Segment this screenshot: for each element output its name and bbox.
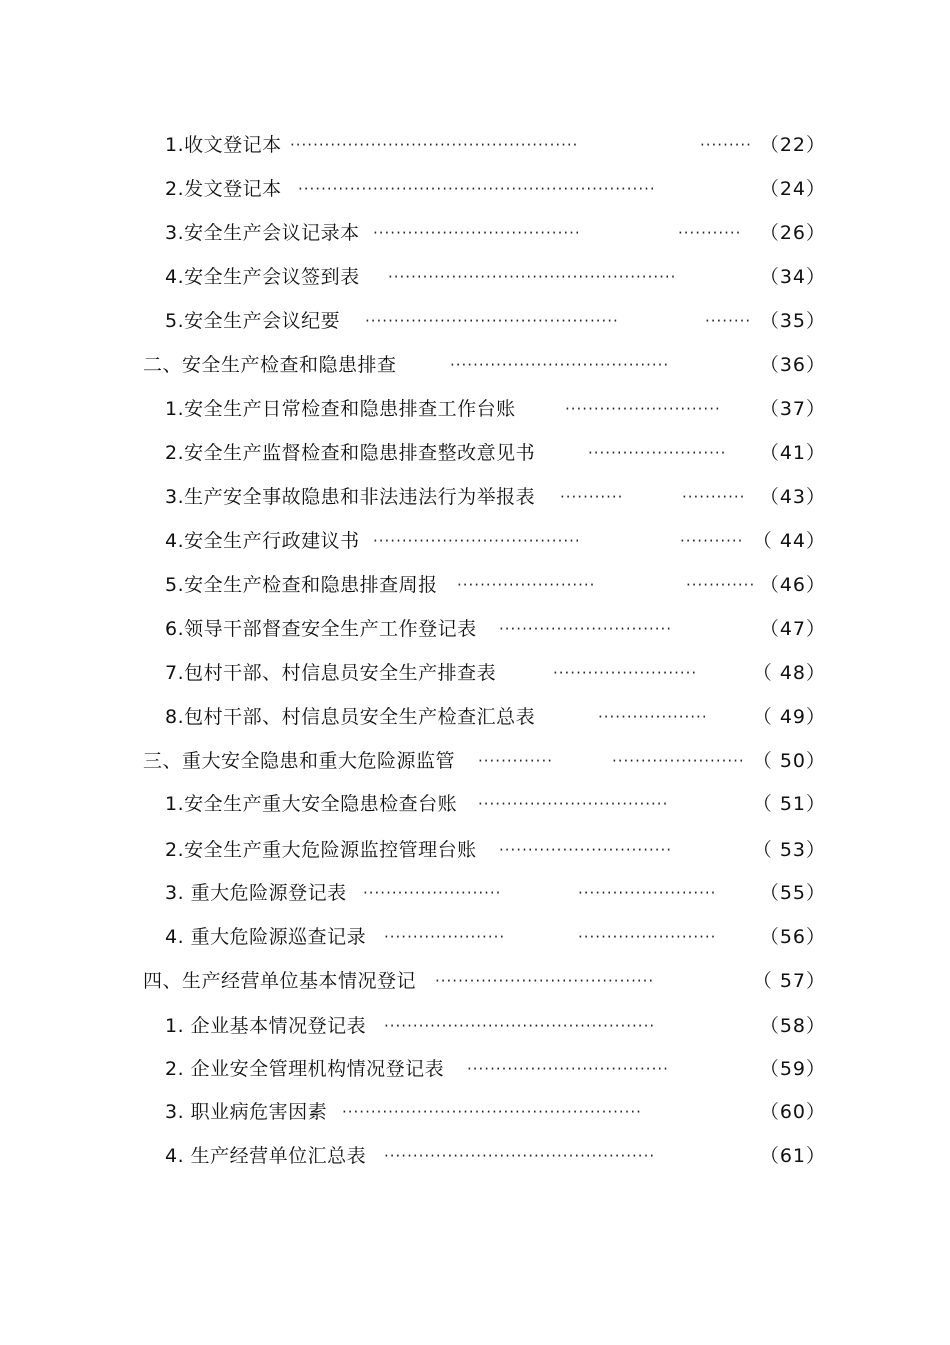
toc-leader-dots: ···········: [678, 224, 742, 242]
toc-entry-title: 6.领导干部督查安全生产工作登记表: [165, 618, 477, 640]
toc-entry: [0, 834, 950, 866]
toc-entry-page: （34）: [759, 266, 826, 288]
toc-entry: [0, 788, 950, 820]
toc-entry-title: 3.安全生产会议记录本: [165, 222, 360, 244]
toc-entry-page: （58）: [759, 1015, 826, 1037]
toc-entry-page: （59）: [759, 1058, 826, 1080]
toc-entry-page: （46）: [759, 574, 826, 596]
toc-entry-page: （41）: [759, 442, 826, 464]
toc-entry-title: 5.安全生产会议纪要: [165, 310, 341, 332]
toc-leader-dots: ···········: [560, 488, 624, 506]
toc-entry-title: 1. 企业基本情况登记表: [165, 1015, 367, 1037]
toc-leader-dots: ····································: [373, 532, 581, 550]
toc-leader-dots: ························: [578, 928, 717, 946]
toc-entry-title: 4.安全生产行政建议书: [165, 530, 360, 552]
toc-entry-page: （ 48）: [752, 662, 826, 684]
toc-leader-dots: ···············································: [384, 1017, 656, 1035]
toc-entry-page: （61）: [759, 1145, 826, 1167]
toc-entry: [0, 1140, 950, 1172]
toc-entry-page: （22）: [759, 134, 826, 156]
toc-entry-title: 1.安全生产重大安全隐患检查台账: [165, 793, 458, 815]
toc-entry-page: （47）: [759, 618, 826, 640]
toc-entry-title: 8.包村干部、村信息员安全生产检查汇总表: [165, 706, 536, 728]
toc-entry-title: 二、安全生产检查和隐患排查: [143, 354, 397, 376]
toc-leader-dots: ·········: [700, 136, 752, 154]
toc-entry-title: 2.安全生产重大危险源监控管理台账: [165, 839, 477, 861]
toc-leader-dots: ···························: [565, 400, 721, 418]
toc-entry: [0, 261, 950, 293]
toc-entry-page: （ 49）: [752, 706, 826, 728]
toc-entry: [0, 613, 950, 645]
toc-leader-dots: ······························: [499, 841, 673, 859]
toc-entry-title: 3. 重大危险源登记表: [165, 882, 347, 904]
toc-entry: [0, 1010, 950, 1042]
toc-entry-page: （ 44）: [752, 530, 826, 552]
toc-leader-dots: ····················································: [342, 1103, 642, 1121]
toc-entry-title: 3.生产安全事故隐患和非法违法行为举报表: [165, 486, 536, 508]
toc-entry-page: （60）: [759, 1101, 826, 1123]
toc-leader-dots: ···········: [682, 488, 746, 506]
toc-leader-dots: ··················································: [290, 136, 579, 154]
toc-leader-dots: ······································: [435, 972, 655, 990]
toc-leader-dots: ·············: [478, 752, 553, 770]
toc-entry-title: 三、重大安全隐患和重大危险源监管: [143, 750, 456, 772]
toc-entry-page: （ 51）: [752, 793, 826, 815]
toc-leader-dots: ············································: [365, 312, 619, 330]
toc-entry: [0, 481, 950, 513]
toc-entry-title: 1.安全生产日常检查和隐患排查工作台账: [165, 398, 516, 420]
toc-entry-page: （55）: [759, 882, 826, 904]
toc-entry-page: （ 50）: [752, 750, 826, 772]
toc-entry: [0, 569, 950, 601]
toc-entry-title: 2.安全生产监督检查和隐患排查整改意见书: [165, 442, 536, 464]
toc-entry: [0, 965, 950, 997]
toc-leader-dots: ························: [578, 884, 717, 902]
toc-leader-dots: ························: [457, 576, 596, 594]
toc-entry: [0, 877, 950, 909]
toc-leader-dots: ························: [363, 884, 502, 902]
toc-leader-dots: ············: [686, 576, 756, 594]
toc-leader-dots: ··················································: [388, 268, 677, 286]
toc-entry-title: 2.发文登记本: [165, 178, 282, 200]
toc-entry-page: （36）: [759, 354, 826, 376]
toc-entry: [0, 437, 950, 469]
toc-leader-dots: ······························: [499, 620, 673, 638]
toc-entry-page: （26）: [759, 222, 826, 244]
toc-leader-dots: ·························: [553, 664, 698, 682]
toc-entry-title: 4. 重大危险源巡查记录: [165, 926, 367, 948]
toc-entry: [0, 1053, 950, 1085]
toc-leader-dots: ·······················: [612, 752, 745, 770]
toc-entry: [0, 305, 950, 337]
toc-leader-dots: ···············································: [384, 1147, 656, 1165]
toc-entry-title: 1.收文登记本: [165, 134, 282, 156]
toc-leader-dots: ·····················: [384, 928, 506, 946]
toc-entry-title: 4. 生产经营单位汇总表: [165, 1145, 367, 1167]
toc-entry: [0, 921, 950, 953]
toc-entry-title: 四、生产经营单位基本情况登记: [143, 970, 417, 992]
toc-leader-dots: ········: [705, 312, 752, 330]
toc-entry: [0, 701, 950, 733]
toc-entry: [0, 657, 950, 689]
toc-leader-dots: ···················: [598, 708, 708, 726]
toc-leader-dots: ·································: [478, 795, 669, 813]
toc-leader-dots: ························: [588, 444, 727, 462]
toc-entry: [0, 173, 950, 205]
toc-leader-dots: ···········: [680, 532, 744, 550]
toc-entry: [0, 525, 950, 557]
toc-leader-dots: ······························································: [298, 180, 656, 198]
toc-entry-page: （ 57）: [752, 970, 826, 992]
toc-entry: [0, 745, 950, 777]
toc-entry-title: 7.包村干部、村信息员安全生产排查表: [165, 662, 497, 684]
toc-entry: [0, 393, 950, 425]
toc-entry-page: （43）: [759, 486, 826, 508]
toc-entry: [0, 217, 950, 249]
toc-entry-title: 3. 职业病危害因素: [165, 1101, 328, 1123]
toc-leader-dots: ····································: [373, 224, 581, 242]
toc-entry-page: （ 53）: [752, 839, 826, 861]
toc-entry-title: 4.安全生产会议签到表: [165, 266, 360, 288]
toc-entry-page: （56）: [759, 926, 826, 948]
toc-leader-dots: ···································: [467, 1060, 669, 1078]
toc-entry: [0, 349, 950, 381]
toc-entry: [0, 1096, 950, 1128]
toc-entry-title: 5.安全生产检查和隐患排查周报: [165, 574, 438, 596]
toc-entry-page: （24）: [759, 178, 826, 200]
toc-entry: [0, 129, 950, 161]
toc-entry-page: （35）: [759, 310, 826, 332]
toc-entry-title: 2. 企业安全管理机构情况登记表: [165, 1058, 445, 1080]
toc-leader-dots: ······································: [450, 356, 670, 374]
toc-entry-page: （37）: [759, 398, 826, 420]
